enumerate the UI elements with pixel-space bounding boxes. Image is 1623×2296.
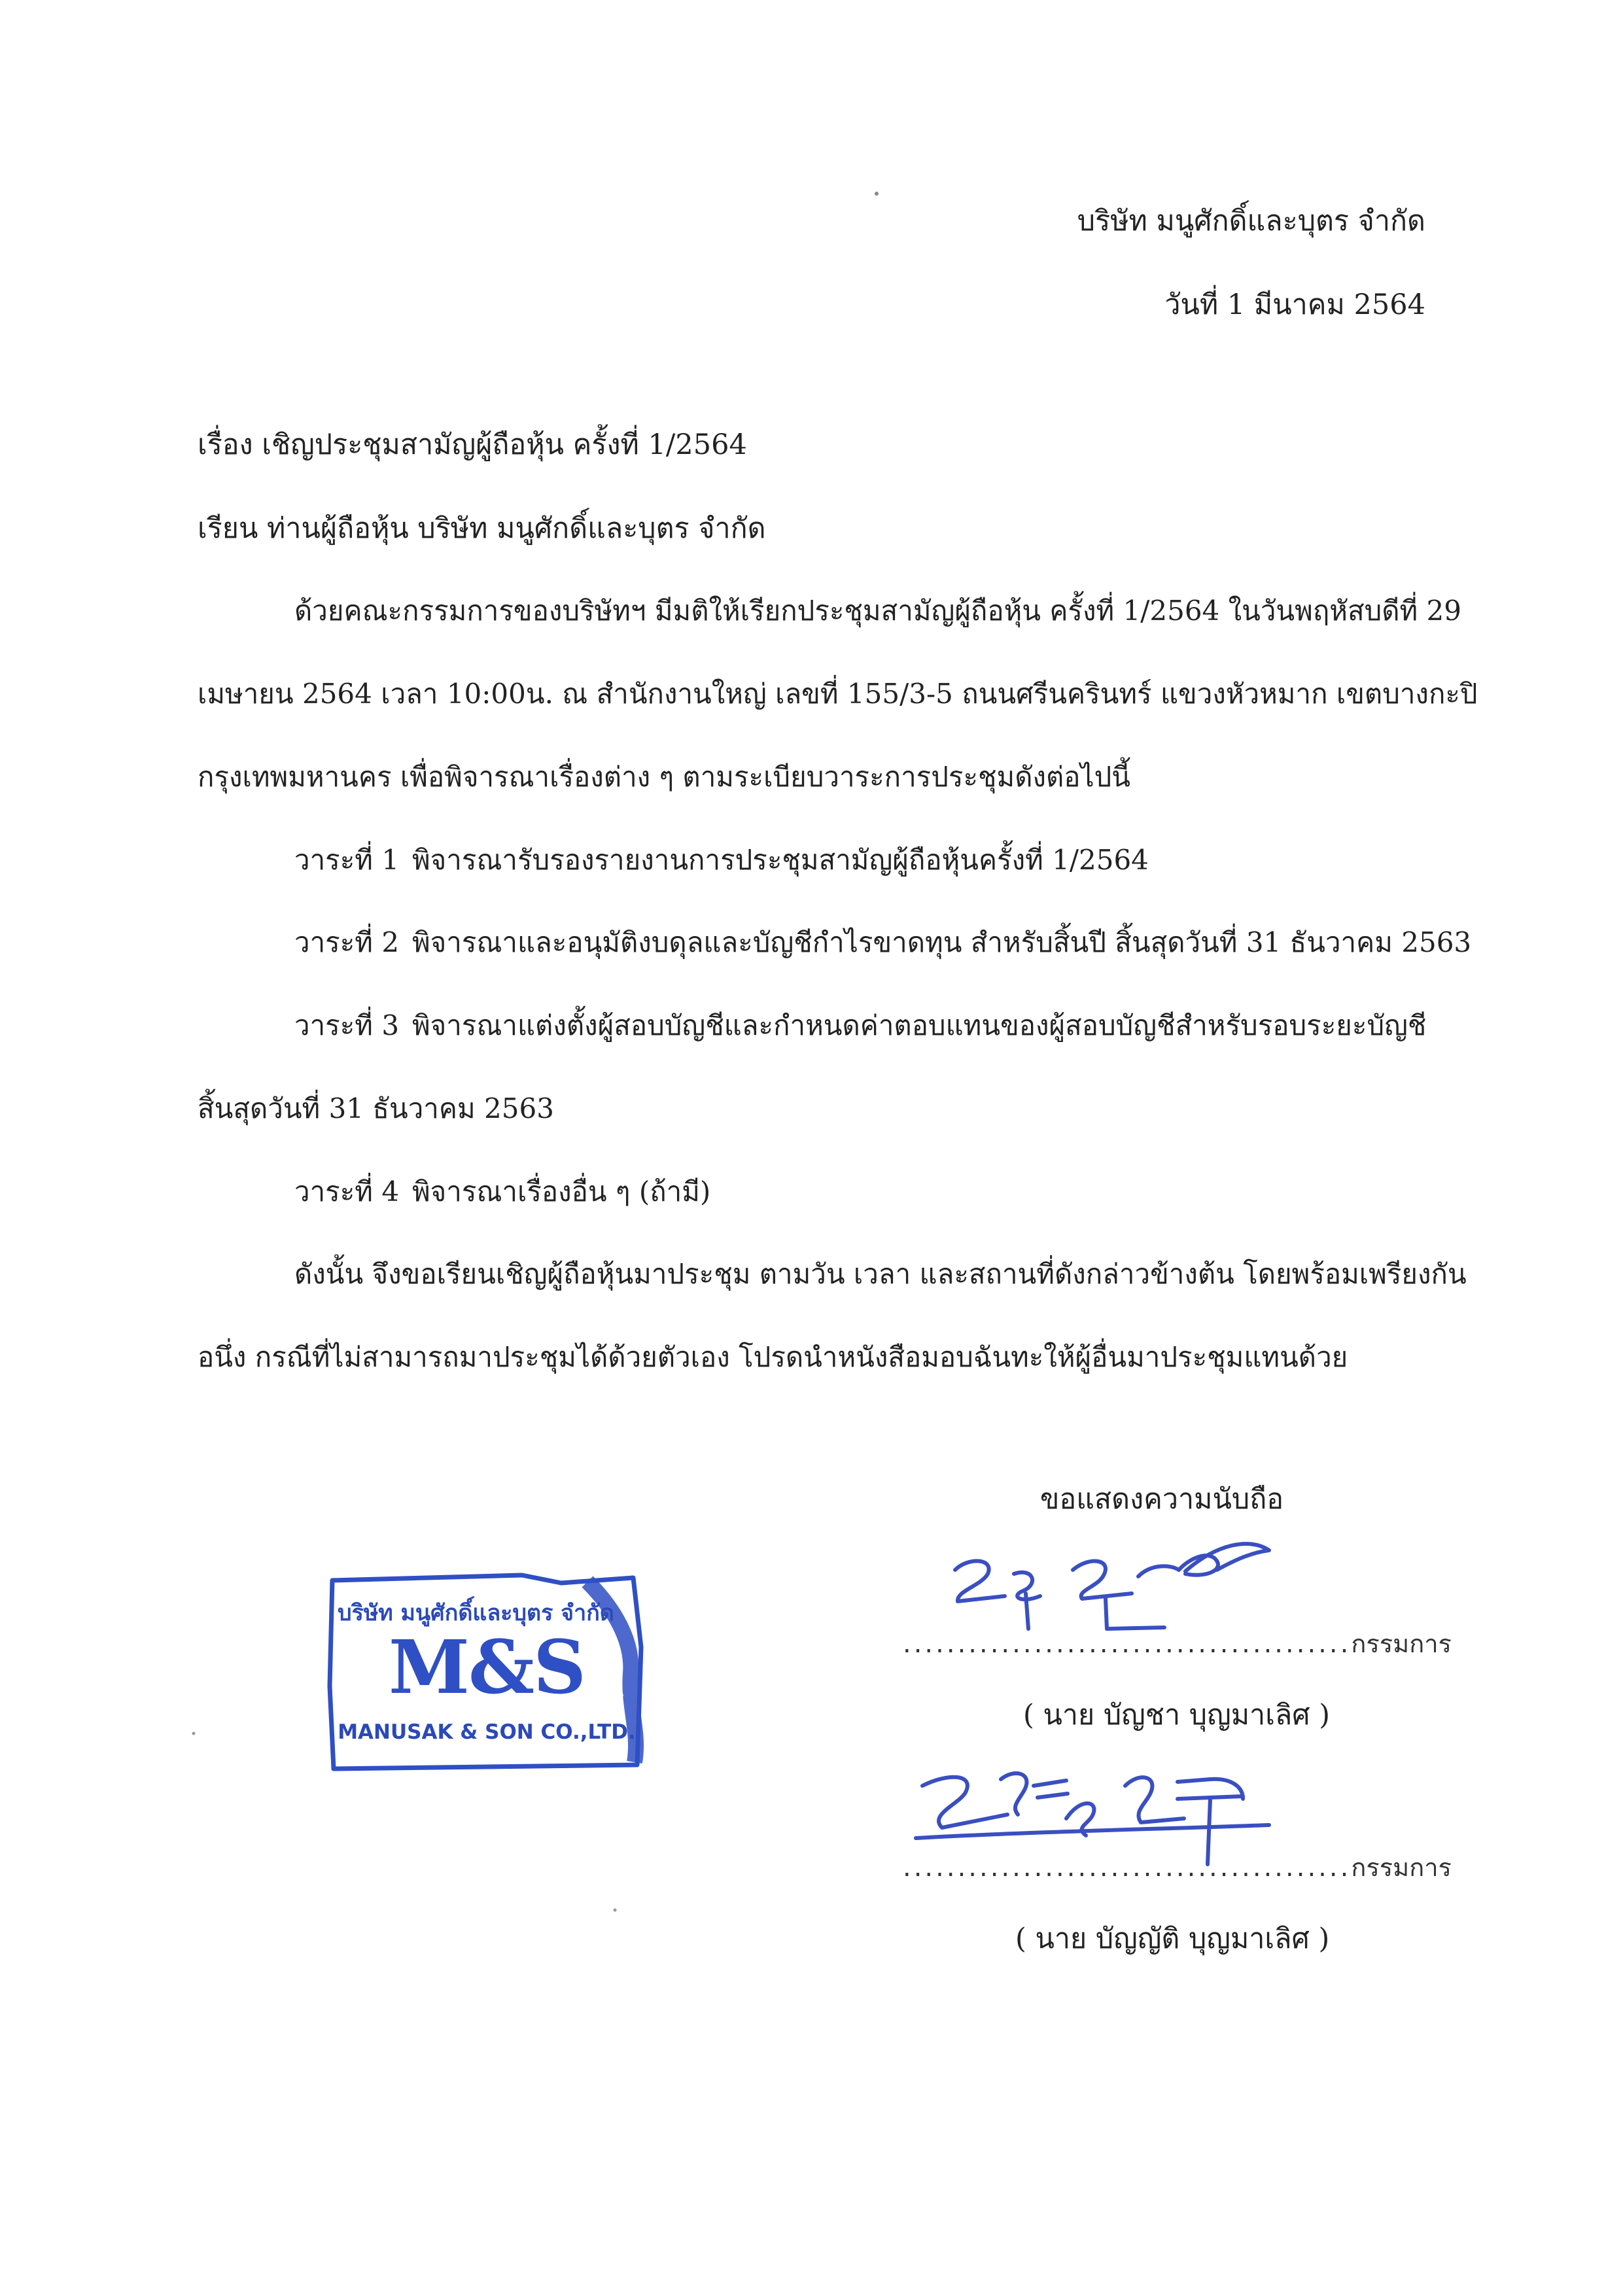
- salutation-line: เรียน ท่านผู้ถือหุ้น บริษัท มนูศักดิ์และบุตร จำกัด: [198, 512, 766, 545]
- stamp-logo: M&S: [389, 1625, 585, 1711]
- agenda-label-1: วาระที่ 1: [294, 844, 400, 876]
- signature-1-role: กรรมการ: [1351, 1629, 1452, 1658]
- agenda-text-3: พิจารณาแต่งตั้งผู้สอบบัญชีและกำหนดค่าตอบแทนของผู้สอบบัญชีสำหรับรอบระยะบัญชี: [412, 1009, 1427, 1041]
- sign-off: ขอแสดงความนับถือ: [1040, 1483, 1284, 1516]
- agenda-label-2: วาระที่ 2: [294, 926, 400, 958]
- agenda-text-3-continuation: สิ้นสุดวันที่ 31 ธันวาคม 2563: [198, 1092, 554, 1124]
- agenda-text-4: พิจารณาเรื่องอื่น ๆ (ถ้ามี): [412, 1175, 711, 1208]
- signatory-2-name: ( นาย บัญญัติ บุญมาเลิศ ): [1015, 1922, 1330, 1955]
- company-name: บริษัท มนูศักดิ์และบุตร จำกัด: [1077, 205, 1425, 237]
- intro-line-3: กรุงเทพมหานคร เพื่อพิจารณาเรื่องต่าง ๆ ตามระเบียบวาระการประชุมดังต่อไปนี้: [198, 761, 1130, 793]
- agenda-text-2: พิจารณาและอนุมัติงบดุลและบัญชีกำไรขาดทุน สำหรับสิ้นปี สิ้นสุดวันที่ 31 ธันวาคม 2563: [412, 926, 1472, 958]
- intro-line-1: ด้วยคณะกรรมการของบริษัทฯ มีมติให้เรียกประชุมสามัญผู้ถือหุ้น ครั้งที่ 1/2564 ในวันพฤหัสบดีที่ 29: [294, 595, 1461, 627]
- signature-2-dotted-line: .........................................: [903, 1852, 1352, 1883]
- stamp-company-english: MANUSAK & SON CO.,LTD.: [338, 1720, 636, 1744]
- agenda-label-3: วาระที่ 3: [294, 1009, 400, 1041]
- closing-line-1: ดังนั้น จึงขอเรียนเชิญผู้ถือหุ้นมาประชุม ตามวัน เวลา และสถานที่ดังกล่าวข้างต้น โดยพร้อมเพรียงกัน: [294, 1258, 1467, 1290]
- stamp-company-thai: บริษัท มนูศักดิ์และบุตร จำกัด: [338, 1600, 614, 1626]
- signature-2-role: กรรมการ: [1351, 1853, 1452, 1882]
- intro-line-2: เมษายน 2564 เวลา 10:00น. ณ สำนักงานใหญ่ เลขที่ 155/3-5 ถนนศรีนครินทร์ แขวงหัวหมาก เขตบางกะปิ: [198, 678, 1478, 710]
- subject-line: เรื่อง เชิญประชุมสามัญผู้ถือหุ้น ครั้งที่ 1/2564: [198, 428, 747, 461]
- letter-date: วันที่ 1 มีนาคม 2564: [1164, 288, 1425, 321]
- signature-1-dotted-line: .........................................: [903, 1629, 1352, 1659]
- closing-line-2: อนึ่ง กรณีที่ไม่สามารถมาประชุมได้ด้วยตัวเอง โปรดนำหนังสือมอบฉันทะให้ผู้อื่นมาประชุมแทนด้วย: [198, 1341, 1348, 1373]
- agenda-label-4: วาระที่ 4: [294, 1175, 400, 1208]
- agenda-text-1: พิจารณารับรองรายงานการประชุมสามัญผู้ถือหุ้นครั้งที่ 1/2564: [412, 844, 1149, 876]
- signatory-1-name: ( นาย บัญชา บุญมาเลิศ ): [1023, 1699, 1330, 1731]
